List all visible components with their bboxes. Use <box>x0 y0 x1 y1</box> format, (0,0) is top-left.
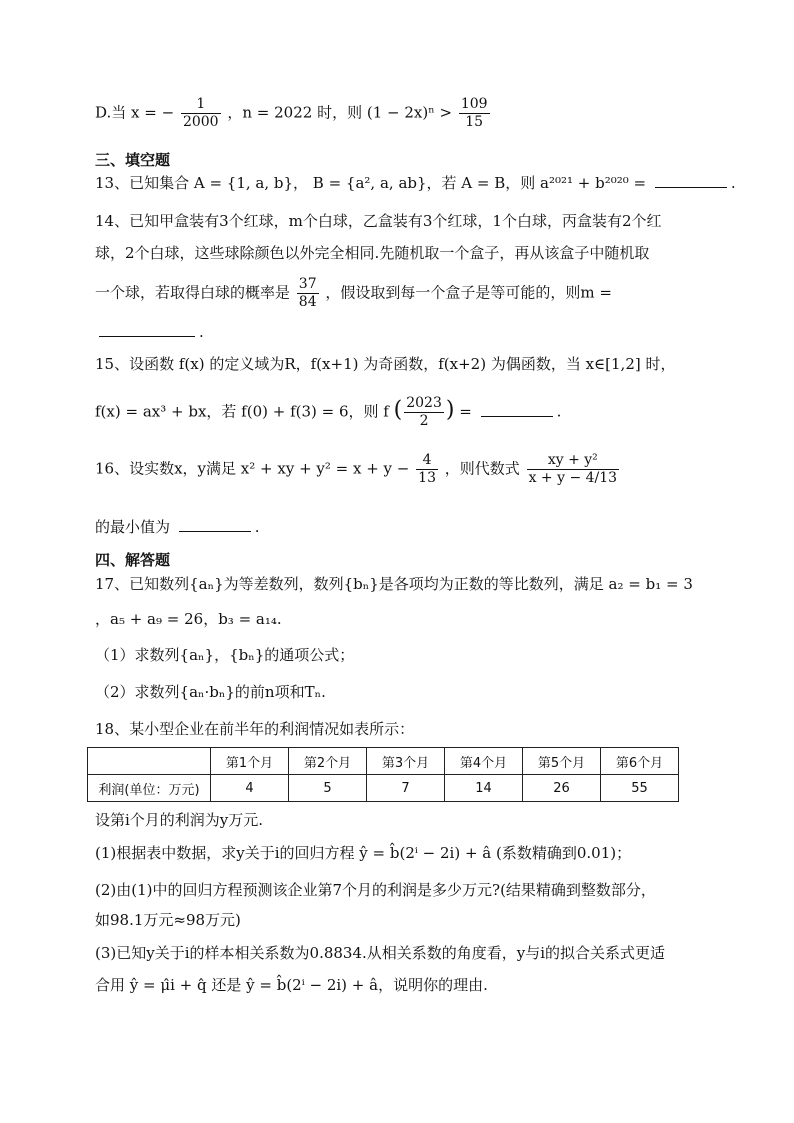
question-16-line-1 <box>95 452 621 487</box>
answer-blank-14[interactable] <box>99 335 195 337</box>
table-header-cell: 第4个月 <box>445 748 523 775</box>
section-fill-in: 三、填空题 <box>95 151 171 169</box>
question-15-line-1: 15、设函数 f(x) 的定义域为R，f(x+1) 为奇函数，f(x+2) 为偶函数，当 x∈[1,2] 时， <box>95 355 676 373</box>
answer-blank-13[interactable] <box>655 186 727 188</box>
fraction-d2-denominator: 15 <box>465 114 484 130</box>
question-18-part-2-line-2: 如98.1万元≈98万元) <box>95 911 241 929</box>
question-14-blank-line: . <box>95 322 204 342</box>
fraction-d1-denominator: 2000 <box>182 114 219 130</box>
question-13-text: 13、已知集合 A = {1, a, b}， B = {a², a, ab}，若 A = B，则 a²⁰²¹ + b²⁰²⁰ = <box>95 174 647 192</box>
fraction-d2-numerator: 109 <box>460 96 488 112</box>
question-16-text-c: 的最小值为 <box>95 518 171 536</box>
table-header-row <box>88 748 679 775</box>
question-14-text-a: 一个球，若取得白球的概率是 <box>95 283 291 302</box>
table-cell: 55 <box>601 775 679 802</box>
question-14-text-b: ，假设取到每一个盒子是等可能的，则m = <box>325 283 612 302</box>
option-d-text: D.当 x = − <box>95 103 175 122</box>
question-14-line-3 <box>95 276 612 311</box>
question-18-variable-def: 设第i个月的利润为y万元. <box>95 811 264 829</box>
fraction-d1-numerator: 1 <box>181 96 221 114</box>
table-cell: 5 <box>289 775 367 802</box>
table-header-cell: 第5个月 <box>523 748 601 775</box>
fraction-q15-denominator: 2 <box>419 413 429 429</box>
fraction-q15 <box>404 395 444 430</box>
table-cell: 26 <box>523 775 601 802</box>
answer-blank-15[interactable] <box>481 415 553 417</box>
fraction-q16-denominator: 13 <box>418 470 436 486</box>
fraction-q14-denominator: 84 <box>298 294 317 310</box>
table-cell: 7 <box>367 775 445 802</box>
question-18-part-1: (1)根据表中数据，求y关于i的回归方程 ŷ = b̂(2ⁱ − 2i) + â (系数精确到0.01)； <box>95 844 632 862</box>
question-17-part-1: （1）求数列{aₙ}，{bₙ}的通项公式； <box>95 646 355 664</box>
fraction-q15-numerator: 2023 <box>406 395 442 411</box>
question-16-line-2: 的最小值为 . <box>95 518 260 536</box>
question-14-line-1: 14、已知甲盒装有3个红球，m个白球，乙盒装有3个红球，1个白球，丙盒装有2个红 <box>95 212 662 230</box>
question-17-line-2: ，a₅ + a₉ = 26，b₃ = a₁₄. <box>95 610 282 628</box>
fraction-q16 <box>416 452 438 487</box>
profit-table <box>87 747 679 802</box>
expression-q16-denominator: x + y − 4/13 <box>528 470 618 486</box>
table-header-cell: 第1个月 <box>211 748 289 775</box>
fraction-q14-numerator: 37 <box>298 276 317 292</box>
question-15-equals: = <box>459 402 472 421</box>
table-header-cell: 第6个月 <box>601 748 679 775</box>
table-cell: 4 <box>211 775 289 802</box>
table-header-cell: 第2个月 <box>289 748 367 775</box>
question-15-text-a: f(x) = ax³ + bx，若 f(0) + f(3) = 6，则 f <box>95 402 389 421</box>
question-14-line-2: 球，2个白球，这些球除颜色以外完全相同.先随机取一个盒子，再从该盒子中随机取 <box>95 244 650 262</box>
option-d-condition: ，n = 2022 时，则 (1 − 2x)ⁿ > <box>227 103 453 122</box>
table-row <box>88 775 679 802</box>
expression-q16-numerator: xy + y² <box>527 452 620 470</box>
expression-q16 <box>527 452 620 487</box>
table-cell: 利润(单位：万元) <box>88 775 211 802</box>
answer-blank-16[interactable] <box>179 530 251 532</box>
question-17-line-1: 17、已知数列{aₙ}为等差数列，数列{bₙ}是各项均为正数的等比数列，满足 a₂ = b₁ = 3 <box>95 575 693 593</box>
fraction-q16-numerator: 4 <box>416 452 438 470</box>
table-cell: 14 <box>445 775 523 802</box>
question-18-line-1: 18、某小型企业在前半年的利润情况如表所示： <box>95 720 415 738</box>
question-16-text-a: 16、设实数x，y满足 x² + xy + y² = x + y − <box>95 459 410 478</box>
table-header-cell: 第3个月 <box>367 748 445 775</box>
question-17-part-2: （2）求数列{aₙ·bₙ}的前n项和Tₙ. <box>95 683 326 701</box>
question-18-part-3-line-2: 合用 ŷ = μ̂i + q̂ 还是 ŷ = b̂(2ⁱ − 2i) + â，说明你的理由. <box>95 976 488 994</box>
question-15-line-2: f(x) = ax³ + bx，若 f(0) + f(3) = 6，则 f ( $\frac{2023}{2}$ ) = . <box>95 395 562 429</box>
question-13: 13、已知集合 A = {1, a, b}， B = {a², a, ab}，若 A = B，则 a²⁰²¹ + b²⁰²⁰ = . <box>95 174 736 192</box>
option-d <box>95 96 492 131</box>
table-header-cell <box>88 748 211 775</box>
fraction-d2 <box>459 96 490 131</box>
fraction-q14 <box>297 276 319 311</box>
question-18-part-3-line-1: (3)已知y关于i的样本相关系数为0.8834.从相关系数的角度看，y与i的拟合关系式更适 <box>95 944 666 962</box>
section-answer: 四、解答题 <box>95 551 171 569</box>
fraction-d1 <box>181 96 221 131</box>
question-16-text-b: ，则代数式 <box>444 459 520 478</box>
question-18-part-2-line-1: (2)由(1)中的回归方程预测该企业第7个月的利润是多少万元?(结果精确到整数部分， <box>95 881 656 899</box>
